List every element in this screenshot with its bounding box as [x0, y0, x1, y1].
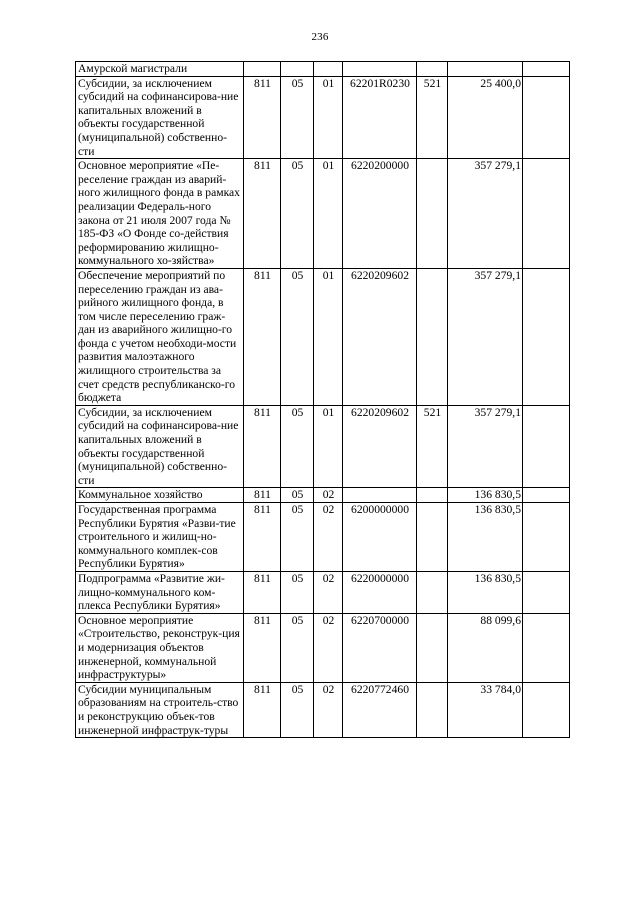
expense-type-cell — [417, 571, 448, 613]
extra-cell — [523, 488, 570, 503]
table-row — [76, 488, 570, 503]
target-article-cell: 6200000000 — [343, 503, 417, 572]
row-name-cell: Подпрограмма «Развитие жи-лищно-коммунального ком-плекса Республики Бурятия» — [76, 571, 244, 613]
amount-cell: 136 830,5 — [448, 488, 523, 503]
grbs-cell: 811 — [244, 503, 281, 572]
target-article-cell: 6220209602 — [343, 268, 417, 405]
subsection-cell: 02 — [314, 571, 343, 613]
target-article-cell — [343, 488, 417, 503]
expense-type-cell: 521 — [417, 405, 448, 488]
subsection-cell: 01 — [314, 76, 343, 159]
table-row — [76, 503, 570, 572]
amount-cell: 357 279,1 — [448, 159, 523, 269]
section-cell: 05 — [281, 76, 314, 159]
grbs-cell — [244, 62, 281, 77]
amount-cell: 357 279,1 — [448, 405, 523, 488]
table-row — [76, 571, 570, 613]
target-article-cell: 6220700000 — [343, 613, 417, 682]
target-article-cell: 6220000000 — [343, 571, 417, 613]
table-row — [76, 159, 570, 269]
row-name-cell: Основное мероприятие «Пе-реселение граждан из аварий-ного жилищного фонда в рамках реализации Федераль-ного закона от 21 июля 2007 года № 185-ФЗ «О Фонде со-действия реформированию жилищно-коммунального хо-зяйства» — [76, 159, 244, 269]
table-row — [76, 268, 570, 405]
amount-cell: 88 099,6 — [448, 613, 523, 682]
subsection-cell: 01 — [314, 405, 343, 488]
expense-type-cell: 521 — [417, 76, 448, 159]
subsection-cell: 02 — [314, 613, 343, 682]
expense-type-cell — [417, 159, 448, 269]
expense-type-cell — [417, 62, 448, 77]
target-article-cell: 6220209602 — [343, 405, 417, 488]
expense-type-cell — [417, 503, 448, 572]
grbs-cell: 811 — [244, 76, 281, 159]
page-number: 236 — [311, 31, 329, 43]
grbs-cell: 811 — [244, 613, 281, 682]
row-name-cell: Субсидии муниципальным образованиям на строитель-ство и реконструкцию объек-тов инженерной инфраструк-туры — [76, 682, 244, 737]
amount-cell: 25 400,0 — [448, 76, 523, 159]
extra-cell — [523, 405, 570, 488]
table-row — [76, 76, 570, 159]
section-cell: 05 — [281, 571, 314, 613]
extra-cell — [523, 76, 570, 159]
table-row — [76, 405, 570, 488]
amount-cell: 33 784,0 — [448, 682, 523, 737]
row-name-cell: Амурской магистрали — [76, 62, 244, 77]
row-name-cell: Основное мероприятие «Строительство, реконструк-ция и модернизация объектов инженерной, коммунальной инфраструктуры» — [76, 613, 244, 682]
target-article-cell: 6220200000 — [343, 159, 417, 269]
section-cell: 05 — [281, 682, 314, 737]
section-cell: 05 — [281, 268, 314, 405]
amount-cell — [448, 62, 523, 77]
extra-cell — [523, 613, 570, 682]
budget-table — [75, 61, 570, 738]
expense-type-cell — [417, 488, 448, 503]
amount-cell: 136 830,5 — [448, 503, 523, 572]
expense-type-cell — [417, 682, 448, 737]
extra-cell — [523, 268, 570, 405]
table-row — [76, 613, 570, 682]
target-article-cell: 62201R0230 — [343, 76, 417, 159]
grbs-cell: 811 — [244, 571, 281, 613]
amount-cell: 136 830,5 — [448, 571, 523, 613]
section-cell: 05 — [281, 488, 314, 503]
subsection-cell: 02 — [314, 682, 343, 737]
section-cell — [281, 62, 314, 77]
row-name-cell: Коммунальное хозяйство — [76, 488, 244, 503]
extra-cell — [523, 682, 570, 737]
section-cell: 05 — [281, 405, 314, 488]
extra-cell — [523, 159, 570, 269]
expense-type-cell — [417, 613, 448, 682]
table-row — [76, 682, 570, 737]
subsection-cell: 02 — [314, 503, 343, 572]
row-name-cell: Субсидии, за исключением субсидий на софинансирова-ние капитальных вложений в объекты государственной (муниципальной) собственно-сти — [76, 76, 244, 159]
grbs-cell: 811 — [244, 405, 281, 488]
subsection-cell: 01 — [314, 268, 343, 405]
section-cell: 05 — [281, 613, 314, 682]
extra-cell — [523, 62, 570, 77]
subsection-cell: 01 — [314, 159, 343, 269]
extra-cell — [523, 571, 570, 613]
grbs-cell: 811 — [244, 682, 281, 737]
grbs-cell: 811 — [244, 159, 281, 269]
amount-cell: 357 279,1 — [448, 268, 523, 405]
row-name-cell: Субсидии, за исключением субсидий на софинансирова-ние капитальных вложений в объекты государственной (муниципальной) собственно-сти — [76, 405, 244, 488]
target-article-cell: 6220772460 — [343, 682, 417, 737]
expense-type-cell — [417, 268, 448, 405]
row-name-cell: Обеспечение мероприятий по переселению граждан из ава-рийного жилищного фонда, в том числе переселению граж-дан из аварийного жилищно-го фонда с учетом необходи-мости развития малоэтажного жилищного строительства за счет средств республиканско-го бюджета — [76, 268, 244, 405]
grbs-cell: 811 — [244, 268, 281, 405]
extra-cell — [523, 503, 570, 572]
table-row — [76, 62, 570, 77]
section-cell: 05 — [281, 159, 314, 269]
subsection-cell — [314, 62, 343, 77]
grbs-cell: 811 — [244, 488, 281, 503]
section-cell: 05 — [281, 503, 314, 572]
target-article-cell — [343, 62, 417, 77]
subsection-cell: 02 — [314, 488, 343, 503]
row-name-cell: Государственная программа Республики Бурятия «Разви-тие строительного и жилищ-но-коммунального комплек-сов Республики Бурятия» — [76, 503, 244, 572]
